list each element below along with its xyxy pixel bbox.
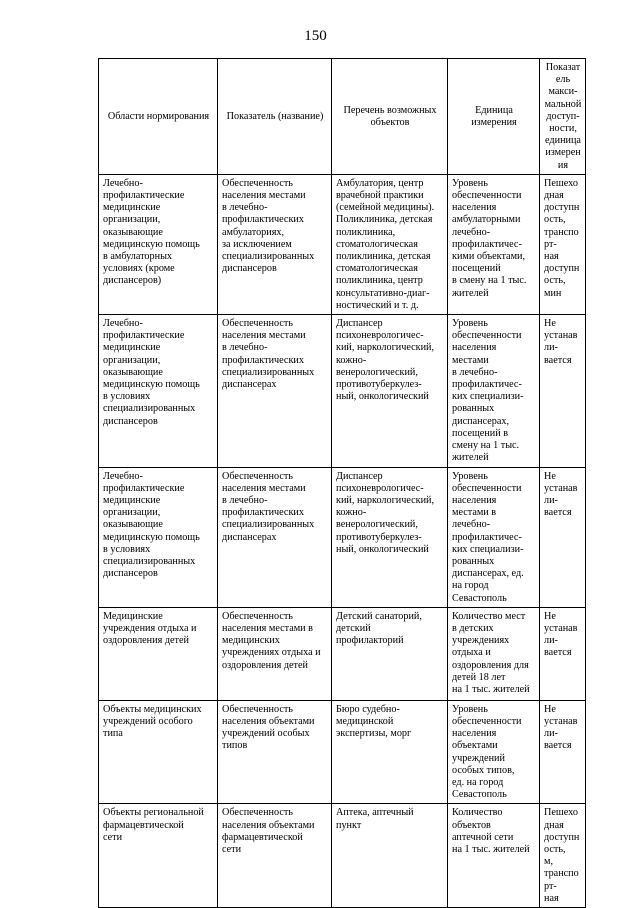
table-row	[99, 804, 586, 908]
norms-table	[98, 58, 586, 908]
header-cell: Единица измерения	[448, 59, 540, 175]
table-cell: Количество объектов аптечной сети на 1 тыс. жителей	[448, 804, 540, 908]
table-cell: Обеспеченность населения объектами учреждений особых типов	[218, 700, 332, 804]
table-cell: Детский санаторий, детский профилакторий	[332, 607, 448, 700]
table-cell: Аптека, аптечный пункт	[332, 804, 448, 908]
table-cell: Уровень обеспеченности населения объектами учреждений особых типов, ед. на город Севастополь	[448, 700, 540, 804]
table-row	[99, 700, 586, 804]
table-cell: Бюро судебно- медицинской экспертизы, морг	[332, 700, 448, 804]
header-cell: Показатель макси- мальной доступ- ности, единица измерения	[540, 59, 586, 175]
table-cell: Не устанавли- вается	[540, 700, 586, 804]
table-cell: Лечебно- профилактические медицинские организации, оказывающие медицинскую помощь в амбулаторных условиях (кроме диспансеров)	[99, 174, 218, 314]
table-cell: Объекты медицинских учреждений особого типа	[99, 700, 218, 804]
header-cell: Перечень возможных объектов	[332, 59, 448, 175]
table-cell: Обеспеченность населения объектами фармацевтической сети	[218, 804, 332, 908]
table-cell: Объекты региональной фармацевтической сети	[99, 804, 218, 908]
table-cell: Обеспеченность населения местами в медицинских учреждениях отдыха и оздоровления детей	[218, 607, 332, 700]
table-cell: Обеспеченность населения местами в лечебно- профилактических специализированных диспансерах	[218, 315, 332, 467]
table-cell: Лечебно- профилактические медицинские организации, оказывающие медицинскую помощь в условиях специализированных диспансеров	[99, 315, 218, 467]
table-header-row	[99, 59, 586, 175]
table-cell: Уровень обеспеченности населения местами в лечебно- профилактичес- ких специализи- рованных диспансерах, ед. на город Севастополь	[448, 467, 540, 607]
header-cell: Области нормирования	[99, 59, 218, 175]
table-row	[99, 174, 586, 314]
table-row	[99, 607, 586, 700]
table-cell: Не устанавли- вается	[540, 315, 586, 467]
table-cell: Количество мест в детских учреждениях отдыха и оздоровления для детей 18 лет на 1 тыс. жителей	[448, 607, 540, 700]
table-cell: Амбулатория, центр врачебной практики (семейной медицины). Поликлиника, детская поликлиника, стоматологическая поликлиника, детская стоматологическая поликлиника, центр консультативно-диаг- ностический и т. д.	[332, 174, 448, 314]
header-cell: Показатель (название)	[218, 59, 332, 175]
table-cell: Не устанавли- вается	[540, 607, 586, 700]
table-cell: Уровень обеспеченности населения местами в лечебно- профилактичес- ких специализи- рованных диспансерах, посещений в смену на 1 тыс. жителей	[448, 315, 540, 467]
table-row	[99, 315, 586, 467]
table-cell: Пешеходная доступность, м, транспорт- ная	[540, 804, 586, 908]
table-cell: Не устанавли- вается	[540, 467, 586, 607]
table-cell: Медицинские учреждения отдыха и оздоровления детей	[99, 607, 218, 700]
table-cell: Уровень обеспеченности населения амбулаторными лечебно- профилактичес- кими объектами, посещений в смену на 1 тыс. жителей	[448, 174, 540, 314]
table-row	[99, 467, 586, 607]
table-cell: Лечебно- профилактические медицинские организации, оказывающие медицинскую помощь в условиях специализированных диспансеров	[99, 467, 218, 607]
table-cell: Диспансер психоневрологичес- кий, наркологический, кожно- венерологический, противотуберкулез- ный, онкологический	[332, 467, 448, 607]
table-cell: Пешеходная доступность, транспорт- ная доступность, мин	[540, 174, 586, 314]
table-cell: Диспансер психоневрологичес- кий, наркологический, кожно- венерологический, противотуберкулез- ный, онкологический	[332, 315, 448, 467]
table-cell: Обеспеченность населения местами в лечебно- профилактических амбулаториях, за исключением специализированных диспансеров	[218, 174, 332, 314]
page-number: 150	[304, 28, 327, 44]
table-cell: Обеспеченность населения местами в лечебно- профилактических специализированных диспансерах	[218, 467, 332, 607]
